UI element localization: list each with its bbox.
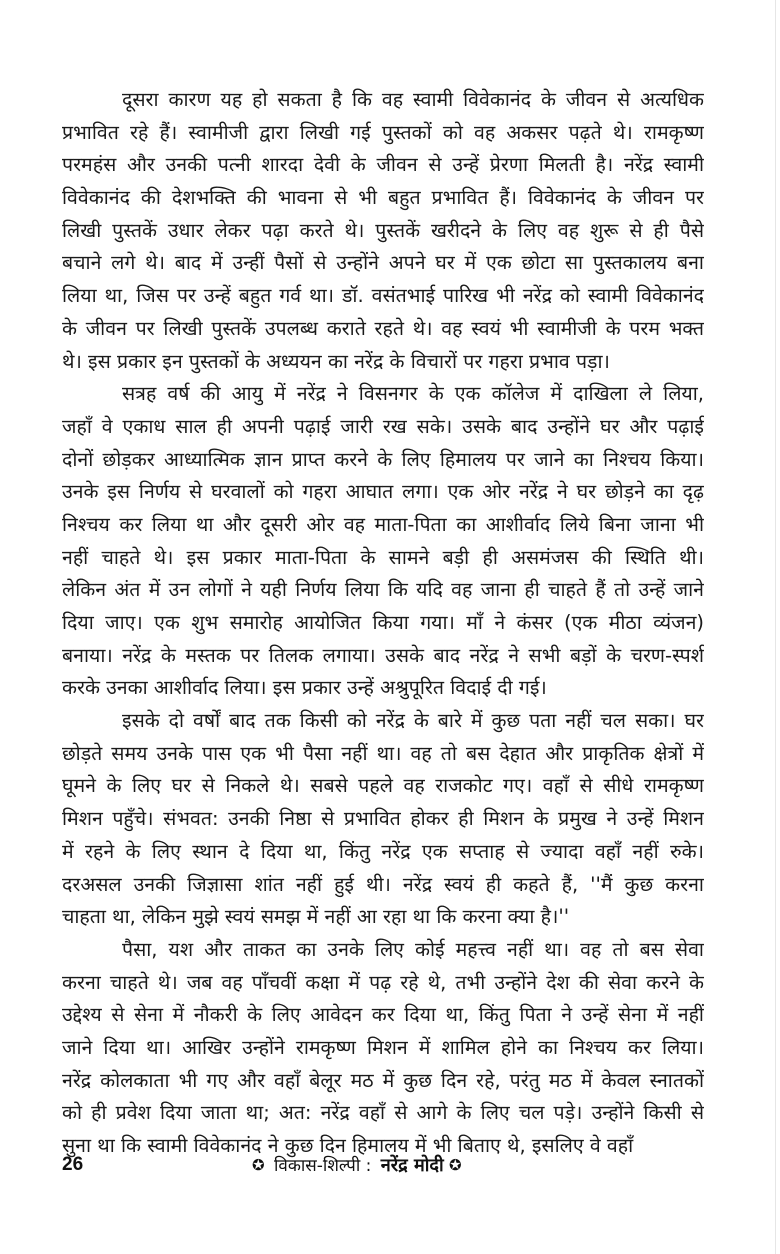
text-line: उद्देश्य से सेना में नौकरी के लिए आवेदन कर दिया था, किंतु पिता ने उन्हें सेना में नहीं <box>62 1003 704 1027</box>
text-line: परमहंस और उनकी पत्नी शारदा देवी के जीवन से उन्हें प्रेरणा मिलती है। नरेंद्र स्वामी <box>62 153 704 177</box>
text-line: बचाने लगे थे। बाद में उन्हीं पैसों से उन्होंने अपने घर में एक छोटा सा पुस्तकालय बना <box>62 251 704 275</box>
text-line: के जीवन पर लिखी पुस्तकें उपलब्ध कराते रहते थे। वह स्वयं भी स्वामीजी के परम भक्त <box>62 316 704 340</box>
text-line: छोड़ते समय उनके पास एक भी पैसा नहीं था। वह तो बस देहात और प्राकृतिक क्षेत्रों में <box>62 741 704 765</box>
text-line: चाहता था, लेकिन मुझे स्वयं समझ में नहीं आ रहा था कि करना क्या है।'' <box>62 905 570 929</box>
text-line: दूसरा कारण यह हो सकता है कि वह स्वामी विवेकानंद के जीवन से अत्यधिक <box>122 88 704 111</box>
text-line: प्रभावित रहे हैं। स्वामीजी द्वारा लिखी गई पुस्तकों को वह अकसर पढ़ते थे। रामकृष्ण <box>62 120 704 144</box>
text-line: सत्रह वर्ष की आयु में नरेंद्र ने विसनगर के एक कॉलेज में दाखिला ले लिया, <box>122 382 704 406</box>
ornament-left-icon: ✪ <box>252 1156 265 1174</box>
author-name: नरेंद्र मोदी <box>380 1155 444 1176</box>
text-line: इसके दो वर्षों बाद तक किसी को नरेंद्र के बारे में कुछ पता नहीं चल सका। घर <box>122 709 704 733</box>
text-line: घूमने के लिए घर से निकले थे। सबसे पहले वह राजकोट गए। वहाँ से सीधे रामकृष्ण <box>62 774 704 798</box>
text-line: उनके इस निर्णय से घरवालों को गहरा आघात लगा। एक ओर नरेंद्र ने घर छोड़ने का दृढ़ <box>62 480 704 504</box>
text-line: पैसा, यश और ताकत का उनके लिए कोई महत्त्व नहीं था। वह तो बस सेवा <box>122 937 704 961</box>
text-line: लेकिन अंत में उन लोगों ने यही निर्णय लिया कि यदि वह जाना ही चाहते हैं तो उन्हें जाने <box>62 578 704 602</box>
text-line: बनाया। नरेंद्र के मस्तक पर तिलक लगाया। उसके बाद नरेंद्र ने सभी बड़ों के चरण-स्पर्श <box>62 643 704 667</box>
paragraph <box>62 705 704 934</box>
paragraph <box>62 934 704 1163</box>
page-edge <box>775 0 776 1254</box>
text-line: को ही प्रवेश दिया जाता था; अत: नरेंद्र वहाँ से आगे के लिए चल पड़े। उन्होंने किसी से <box>62 1101 704 1125</box>
paragraph <box>62 84 704 378</box>
text-line: लिया था, जिस पर उन्हें बहुत गर्व था। डॉ. वसंतभाई पारिख भी नरेंद्र को स्वामी विवेकानंद <box>62 284 704 308</box>
page-number: 26 <box>62 1154 84 1175</box>
text-line: जाने दिया था। आखिर उन्होंने रामकृष्ण मिशन में शामिल होने का निश्चय कर लिया। <box>62 1035 704 1059</box>
ornament-right-icon: ✪ <box>449 1156 462 1174</box>
text-line: विवेकानंद की देशभक्ति की भावना से भी बहुत प्रभावित हैं। विवेकानंद के जीवन पर <box>62 186 704 210</box>
series-title: विकास-शिल्पी : <box>273 1156 372 1176</box>
text-line: नहीं चाहते थे। इस प्रकार माता-पिता के सामने बड़ी ही असमंजस की स्थिति थी। <box>62 545 704 569</box>
body-text <box>62 84 704 1163</box>
text-line: करना चाहते थे। जब वह पाँचवीं कक्षा में पढ़ रहे थे, तभी उन्होंने देश की सेवा करने के <box>62 970 704 994</box>
text-line: दोनों छोड़कर आध्यात्मिक ज्ञान प्राप्त करने के लिए हिमालय पर जाने का निश्चय किया। <box>62 447 704 471</box>
text-line: मिशन पहुँचे। संभवत: उनकी निष्ठा से प्रभावित होकर ही मिशन के प्रमुख ने उन्हें मिशन <box>62 807 704 831</box>
text-line: निश्चय कर लिया था और दूसरी ओर वह माता-पिता का आशीर्वाद लिये बिना जाना भी <box>62 512 704 536</box>
page-footer <box>62 1149 704 1181</box>
paragraph <box>62 378 704 705</box>
text-line: में रहने के लिए स्थान दे दिया था, किंतु नरेंद्र एक सप्ताह से ज्यादा वहाँ नहीं रुके। <box>62 839 704 863</box>
text-line: दिया जाए। एक शुभ समारोह आयोजित किया गया। माँ ने कंसर (एक मीठा व्यंजन) <box>62 611 704 634</box>
text-line: लिखी पुस्तकें उधार लेकर पढ़ा करते थे। पुस्तकें खरीदने के लिए वह शुरू से ही पैसे <box>62 218 704 242</box>
running-title <box>252 1149 462 1182</box>
text-line: जहाँ वे एकाध साल ही अपनी पढ़ाई जारी रख सके। उसके बाद उन्होंने घर और पढ़ाई <box>62 414 704 438</box>
text-line: थे। इस प्रकार इन पुस्तकों के अध्ययन का नरेंद्र के विचारों पर गहरा प्रभाव पड़ा। <box>62 349 610 373</box>
text-line: दरअसल उनकी जिज्ञासा शांत नहीं हुई थी। नरेंद्र स्वयं ही कहते हैं, ''मैं कुछ करना <box>62 872 704 896</box>
text-line: करके उनका आशीर्वाद लिया। इस प्रकार उन्हें अश्रुपूरित विदाई दी गई। <box>62 676 547 700</box>
text-line: नरेंद्र कोलकाता भी गए और वहाँ बेलूर मठ में कुछ दिन रहे, परंतु मठ में केवल स्नातकों <box>62 1068 704 1092</box>
text-line: सुना था कि स्वामी विवेकानंद ने कुछ दिन हिमालय में भी बिताए थे, इसलिए वे वहाँ <box>62 1134 634 1157</box>
